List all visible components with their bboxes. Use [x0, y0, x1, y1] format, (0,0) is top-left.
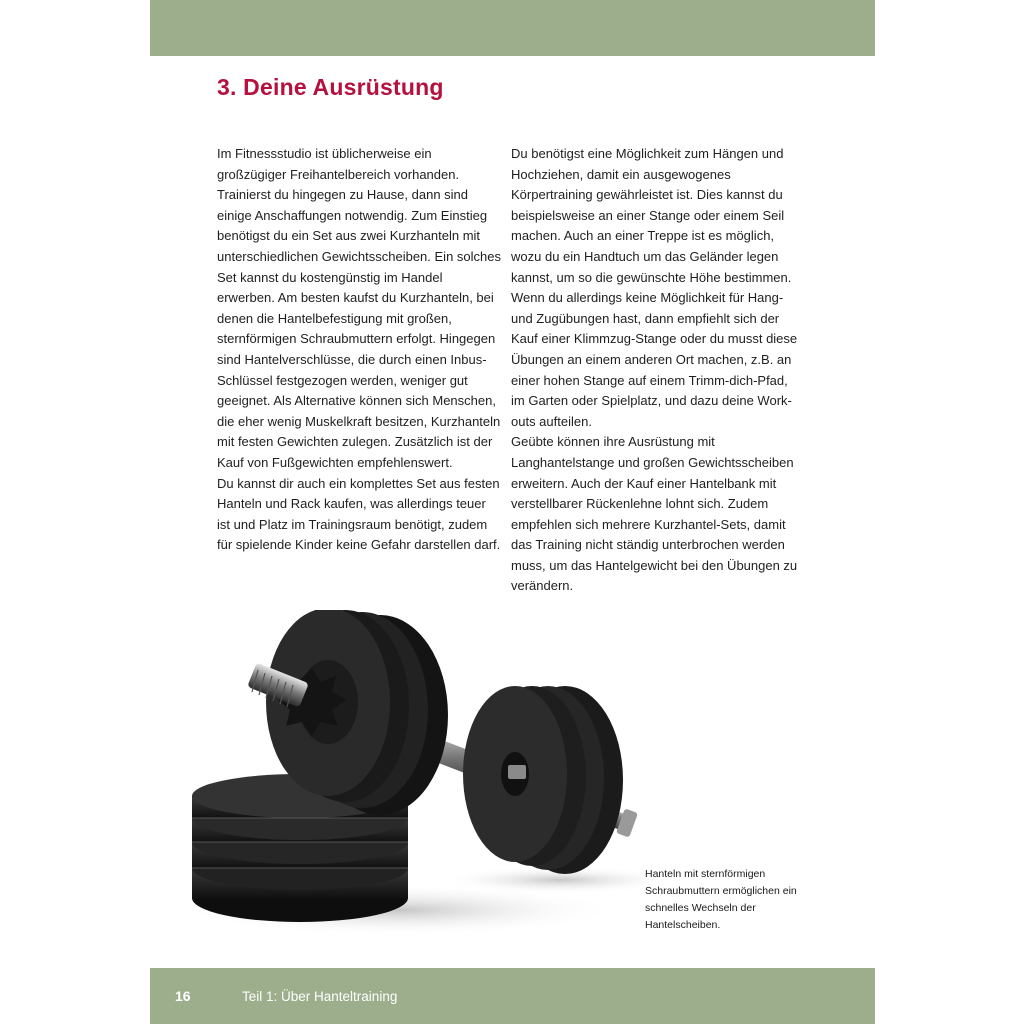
paragraph: Du benötigst eine Möglichkeit zum Hängen und Hochziehen, damit ein ausgewogenes Körpertraining gewährleistet ist. Dies kannst du beispielsweise an einer Stange oder einem Seil machen. Auch an einer Treppe ist es möglich, wozu du ein Handtuch um das Geländer legen kannst, um so die gewünschte Höhe bestimmen. Wenn du allerdings keine Möglichkeit für Hang- und Zugübungen hast, dann empfiehlt sich der Kauf einer Klimmzug-Stange oder du musst diese Übungen an einem anderen Ort machen, z.B. an einer hohen Stange auf einem Trimm-dich-Pfad, im Garten oder Spielplatz, und dazu deine Work-outs aufteilen. — [511, 146, 798, 429]
paragraph: Im Fitnessstudio ist üblicherweise ein großzügiger Freihantelbereich vorhanden. Trainierst du hingegen zu Hause, dann sind einige Anschaffungen notwendig. Zum Einstieg benötigst du ein Set aus zwei Kurzhanteln mit unterschiedlichen Gewichtsscheiben. Ein solches Set kannst du kostengünstig im Handel erwerben. Am besten kaufst du Kurzhanteln, bei denen die Hantelbefestigung mit großen, sternförmigen Schraubmuttern erfolgt. Hingegen sind Hantelverschlüsse, die durch einen Inbus-Schlüssel festgezogen werden, weniger gut geeignet. Als Alternative können sich Menschen, die eher wenig Muskelkraft besitzen, Kurzhanteln mit festen Gewichten zulegen. Zusätzlich ist der Kauf von Fußgewichten empfehlenswert. — [217, 146, 501, 470]
dumbbell-plates-right — [463, 686, 623, 874]
page-number: 16 — [175, 988, 191, 1004]
running-footer-title: Teil 1: Über Hanteltraining — [242, 989, 398, 1004]
paragraph: Geübte können ihre Ausrüstung mit Langhantelstange und großen Gewichtsscheiben erweitern. Auch der Kauf einer Hantelbank mit verstellbarer Rückenlehne lohnt sich. Zudem empfehlen sich mehrere Kurzhantel-Sets, damit das Training nicht ständig unterbrochen werden muss, um das Hantelgewicht bei den Übungen zu verändern. — [511, 434, 798, 594]
paragraph: Du kannst dir auch ein komplettes Set aus festen Hanteln und Rack kaufen, was allerdings teuer ist und Platz im Trainingsraum benötigt, zudem für spielende Kinder keine Gefahr darstellen darf. — [217, 475, 501, 553]
header-band — [150, 0, 875, 56]
text-column-right — [511, 144, 801, 597]
page-title: 3. Deine Ausrüstung — [217, 74, 444, 100]
figure-caption: Hanteln mit sternförmigen Schraubmuttern ermöglichen ein schnelles Wechseln der Hantelscheiben. — [645, 868, 797, 931]
text-column-left — [217, 144, 502, 556]
